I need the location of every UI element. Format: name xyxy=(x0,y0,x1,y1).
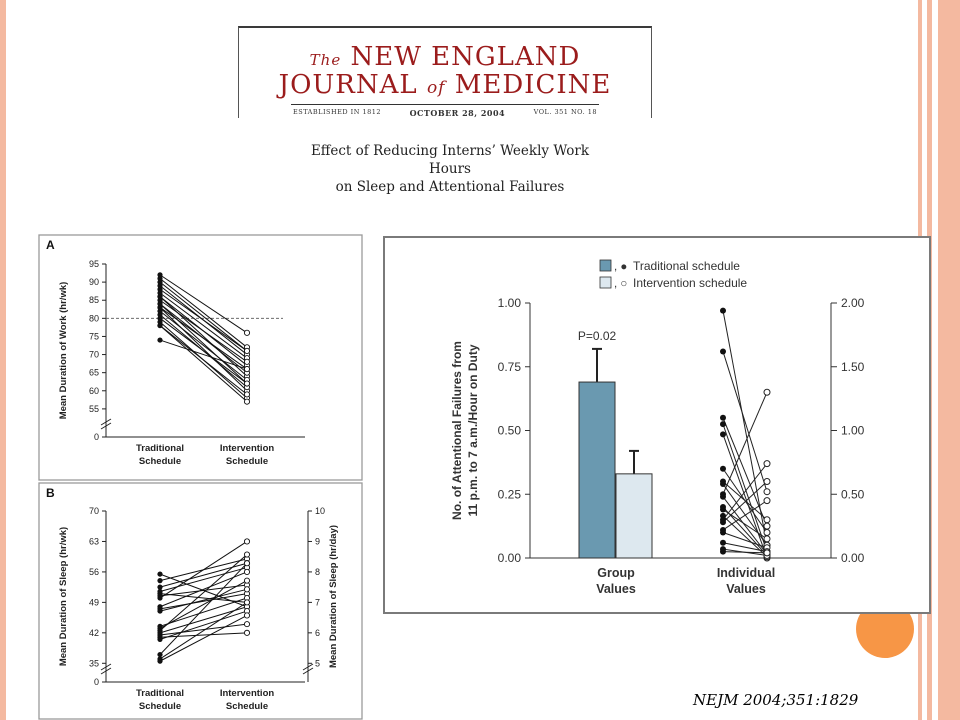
individual-intervention-point xyxy=(764,489,770,495)
y2-tick-label: 10 xyxy=(315,506,326,516)
y-tick-label: 55 xyxy=(88,403,99,414)
individual-traditional-point xyxy=(720,507,726,513)
individual-intervention-point xyxy=(764,550,770,556)
y-axis-label: Mean Duration of Work (hr/wk) xyxy=(58,281,69,420)
traditional-point xyxy=(157,608,162,613)
y-axis-label-line1: No. of Attentional Failures from xyxy=(450,341,464,520)
y-tick-label: 0.50 xyxy=(497,423,521,438)
y2-axis-label: Mean Duration of Sleep (hr/day) xyxy=(328,524,339,669)
y-tick-label: 56 xyxy=(88,566,99,577)
masthead-line1: NEW ENGLAND xyxy=(350,42,581,72)
intervention-point xyxy=(244,587,249,592)
x-category-label: Schedule xyxy=(138,456,182,467)
y-tick-label: 60 xyxy=(88,385,99,396)
legend-prefix: , ○ xyxy=(614,278,628,290)
traditional-point xyxy=(157,337,162,342)
individual-intervention-point xyxy=(764,461,770,467)
traditional-point xyxy=(157,637,162,642)
traditional-point xyxy=(157,578,162,583)
y-tick-label: 85 xyxy=(88,295,99,306)
intervention-point xyxy=(244,569,249,574)
intervention-point xyxy=(244,366,249,371)
y-tick-label: 80 xyxy=(88,313,99,324)
x-category-label: Individual xyxy=(716,566,776,580)
left-border xyxy=(0,0,6,720)
individual-traditional-point xyxy=(720,494,726,500)
masthead-of: of xyxy=(426,78,446,98)
citation: NEJM 2004;351:1829 xyxy=(693,691,859,709)
x-category-label: Intervention xyxy=(219,688,275,699)
masthead-volume: VOL. 351 NO. 18 xyxy=(533,108,597,116)
article-title-line2: on Sleep and Attentional Failures xyxy=(335,179,565,195)
individual-traditional-point xyxy=(720,308,726,314)
intervention-point xyxy=(244,348,249,353)
intervention-point xyxy=(244,359,249,364)
individual-traditional-point xyxy=(720,481,726,487)
intervention-point xyxy=(244,578,249,583)
y-tick-label: 63 xyxy=(88,536,99,547)
traditional-point xyxy=(157,323,162,328)
individual-intervention-point xyxy=(764,479,770,485)
p-value-annotation: P=0.02 xyxy=(577,329,617,343)
work-hours-chart xyxy=(38,234,363,481)
article-title xyxy=(290,142,610,196)
y-tick-label: 70 xyxy=(88,506,99,516)
individual-traditional-point xyxy=(720,466,726,472)
panel-label: B xyxy=(46,486,55,500)
y-tick-label: 0 xyxy=(93,432,99,442)
legend-label: Traditional schedule xyxy=(633,259,740,273)
intervention-point xyxy=(244,622,249,627)
intervention-point xyxy=(244,552,249,557)
x-category-label: Schedule xyxy=(225,456,269,467)
intervention-point xyxy=(244,330,249,335)
masthead-the: The xyxy=(309,51,342,69)
legend-swatch xyxy=(600,277,611,288)
y2-tick-label: 1.00 xyxy=(841,423,865,438)
masthead-established: ESTABLISHED IN 1812 xyxy=(293,108,382,116)
y2-tick-label: 7 xyxy=(315,597,321,608)
x-category-label: Traditional xyxy=(135,688,185,699)
legend-prefix: , ● xyxy=(614,261,628,273)
y2-tick-label: 9 xyxy=(315,536,321,547)
panel-label: A xyxy=(46,238,55,252)
individual-intervention-point xyxy=(764,523,770,529)
individual-intervention-point xyxy=(764,530,770,536)
intervention-point xyxy=(244,399,249,404)
y2-tick-label: 0.50 xyxy=(841,487,865,502)
y-tick-label: 0.75 xyxy=(497,359,521,374)
individual-traditional-point xyxy=(720,421,726,427)
chart-panel-a xyxy=(38,234,363,481)
individual-traditional-point xyxy=(720,519,726,525)
intervention-point xyxy=(244,381,249,386)
sleep-duration-chart xyxy=(38,482,363,720)
traditional-point xyxy=(157,595,162,600)
y-tick-label: 75 xyxy=(88,331,99,342)
y-tick-label: 0.00 xyxy=(497,551,521,565)
y-axis-label-line2: 11 p.m. to 7 a.m./Hour on Duty xyxy=(466,344,480,517)
y2-tick-label: 1.50 xyxy=(841,359,865,374)
x-category-label: Traditional xyxy=(135,443,185,454)
individual-traditional-point xyxy=(720,415,726,421)
chart-panel-b xyxy=(38,482,363,720)
chart-panel-c xyxy=(383,236,931,614)
y-axis-label: Mean Duration of Sleep (hr/wk) xyxy=(58,526,69,667)
y-tick-label: 49 xyxy=(88,597,99,608)
individual-traditional-point xyxy=(720,530,726,536)
bar-traditional xyxy=(579,382,615,558)
y2-tick-label: 6 xyxy=(315,627,321,638)
article-title-line1: Effect of Reducing Interns’ Weekly Work Hours xyxy=(310,143,590,177)
intervention-point xyxy=(244,561,249,566)
traditional-point xyxy=(157,571,162,576)
individual-intervention-point xyxy=(764,389,770,395)
intervention-point xyxy=(244,539,249,544)
individual-traditional-point xyxy=(720,348,726,354)
individual-intervention-point xyxy=(764,498,770,504)
x-category-label: Values xyxy=(726,582,766,596)
individual-traditional-point xyxy=(720,549,726,555)
x-category-label: Schedule xyxy=(225,701,269,712)
y-tick-label: 65 xyxy=(88,367,99,378)
intervention-point xyxy=(244,600,249,605)
individual-intervention-point xyxy=(764,517,770,523)
individual-intervention-point xyxy=(764,536,770,542)
y-tick-label: 0.25 xyxy=(497,487,521,502)
y-tick-label: 70 xyxy=(88,349,99,360)
individual-traditional-point xyxy=(720,431,726,437)
traditional-point xyxy=(157,659,162,664)
legend-swatch xyxy=(600,260,611,271)
intervention-point xyxy=(244,392,249,397)
attentional-failures-chart xyxy=(383,236,931,614)
y-tick-label: 1.00 xyxy=(497,296,521,310)
y2-tick-label: 2.00 xyxy=(841,296,865,310)
y-tick-label: 95 xyxy=(88,259,99,269)
x-category-label: Schedule xyxy=(138,701,182,712)
legend-label: Intervention schedule xyxy=(633,276,748,290)
individual-traditional-point xyxy=(720,540,726,546)
journal-masthead xyxy=(238,26,652,118)
y-tick-label: 42 xyxy=(88,627,99,638)
masthead-date: OCTOBER 28, 2004 xyxy=(409,108,506,118)
y-tick-label: 0 xyxy=(93,677,99,687)
masthead-journal: JOURNAL xyxy=(278,70,418,100)
y2-tick-label: 0.00 xyxy=(841,551,865,565)
masthead-medicine: MEDICINE xyxy=(454,70,612,100)
x-category-label: Values xyxy=(596,582,636,596)
x-category-label: Intervention xyxy=(219,443,275,454)
intervention-point xyxy=(244,630,249,635)
y-tick-label: 90 xyxy=(88,277,99,288)
bar-intervention xyxy=(616,474,652,558)
x-category-label: Group xyxy=(597,566,635,580)
intervention-point xyxy=(244,613,249,618)
y-tick-label: 35 xyxy=(88,658,99,669)
y2-tick-label: 5 xyxy=(315,658,321,669)
y2-tick-label: 8 xyxy=(315,566,321,577)
